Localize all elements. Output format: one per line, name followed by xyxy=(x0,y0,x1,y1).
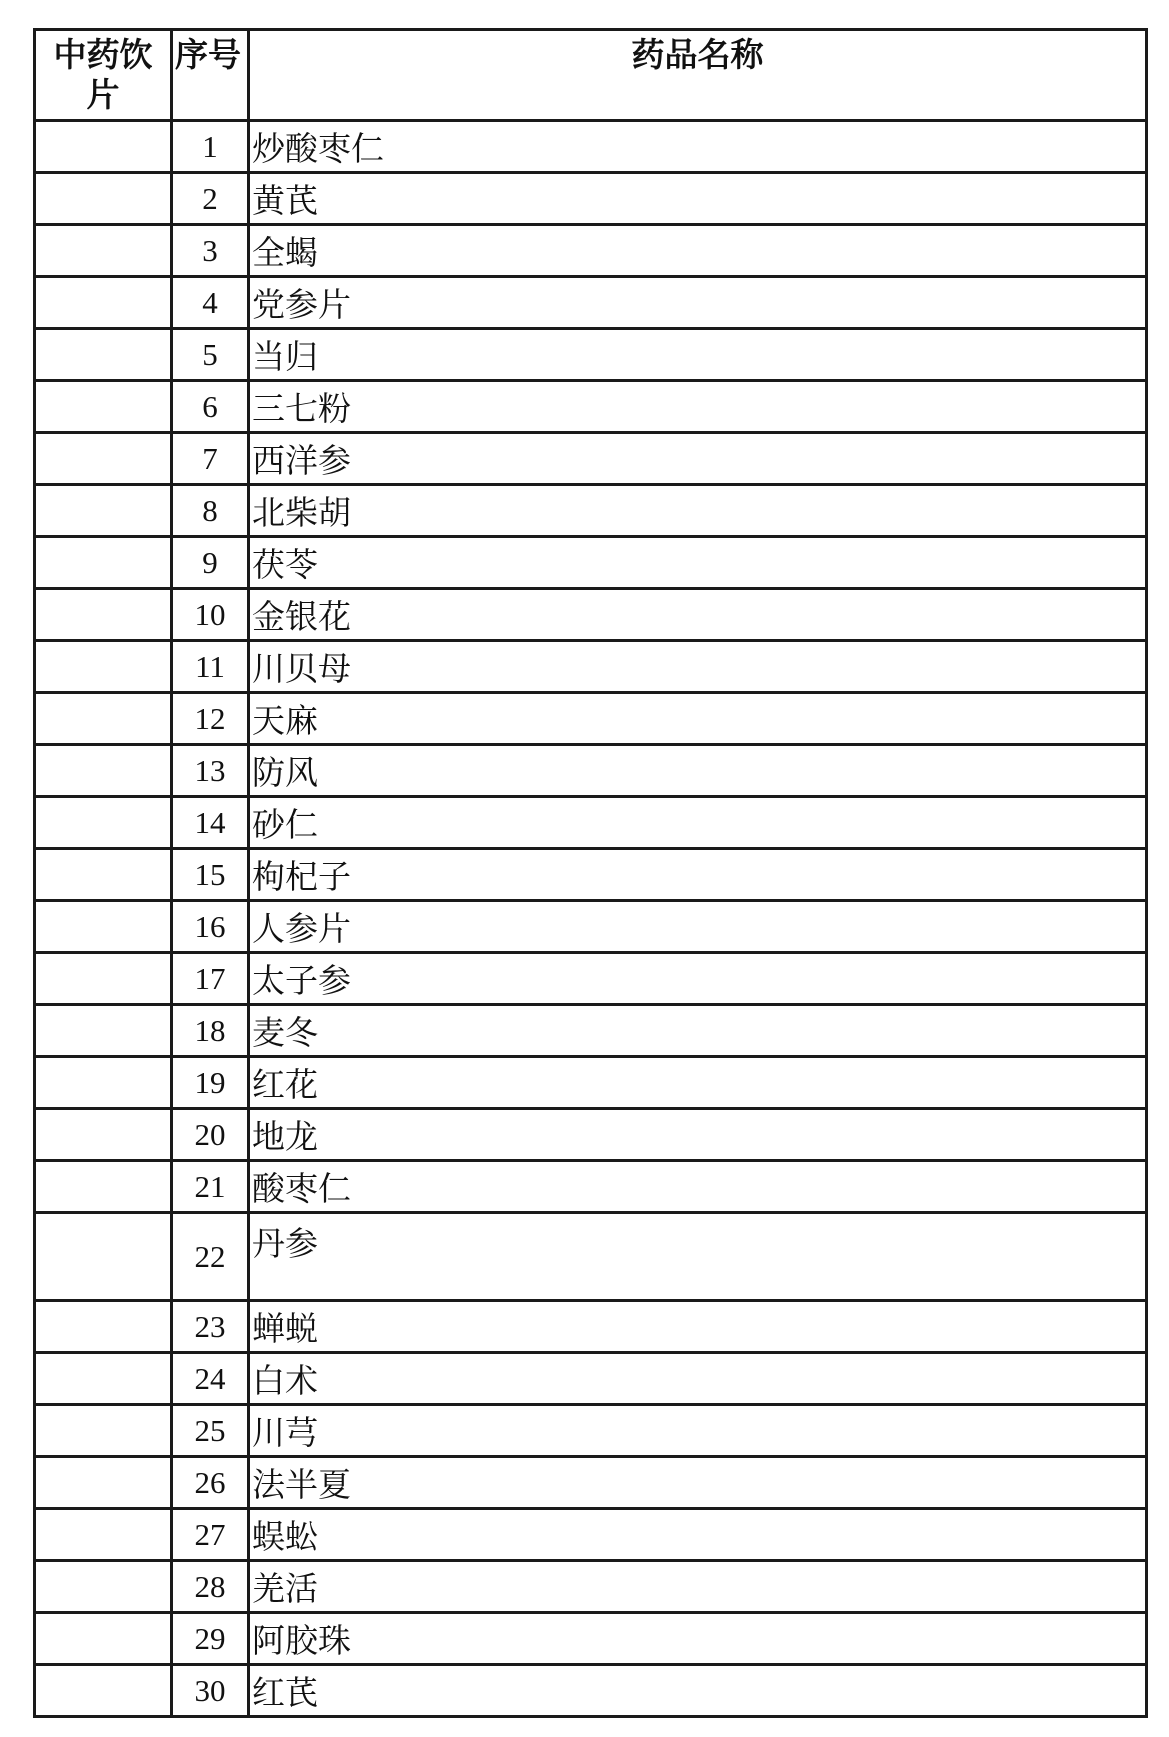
number-cell: 22 xyxy=(172,1213,249,1301)
category-cell xyxy=(35,121,172,173)
name-cell: 酸枣仁 xyxy=(249,1161,1147,1213)
header-row xyxy=(35,30,1147,121)
table-row xyxy=(35,537,1147,589)
table-row xyxy=(35,1561,1147,1613)
table-row xyxy=(35,485,1147,537)
table-row xyxy=(35,329,1147,381)
name-cell: 砂仁 xyxy=(249,797,1147,849)
name-cell: 西洋参 xyxy=(249,433,1147,485)
number-cell: 4 xyxy=(172,277,249,329)
category-cell xyxy=(35,1509,172,1561)
name-cell: 防风 xyxy=(249,745,1147,797)
name-cell: 红芪 xyxy=(249,1665,1147,1717)
header-category: 中药饮片 xyxy=(35,30,172,121)
number-cell: 17 xyxy=(172,953,249,1005)
table-row xyxy=(35,901,1147,953)
number-cell: 11 xyxy=(172,641,249,693)
name-cell: 茯苓 xyxy=(249,537,1147,589)
category-cell xyxy=(35,1057,172,1109)
number-cell: 18 xyxy=(172,1005,249,1057)
table-row xyxy=(35,953,1147,1005)
category-cell xyxy=(35,1005,172,1057)
category-cell xyxy=(35,537,172,589)
name-cell: 人参片 xyxy=(249,901,1147,953)
number-cell: 9 xyxy=(172,537,249,589)
number-cell: 16 xyxy=(172,901,249,953)
name-cell: 羌活 xyxy=(249,1561,1147,1613)
table-row xyxy=(35,1509,1147,1561)
name-cell: 蝉蜕 xyxy=(249,1301,1147,1353)
table-row xyxy=(35,1353,1147,1405)
table-row xyxy=(35,381,1147,433)
header-name: 药品名称 xyxy=(249,30,1147,121)
category-cell xyxy=(35,901,172,953)
table-row xyxy=(35,1405,1147,1457)
table-row xyxy=(35,173,1147,225)
number-cell: 5 xyxy=(172,329,249,381)
number-cell: 24 xyxy=(172,1353,249,1405)
table-row xyxy=(35,1301,1147,1353)
name-cell: 炒酸枣仁 xyxy=(249,121,1147,173)
number-cell: 21 xyxy=(172,1161,249,1213)
category-cell xyxy=(35,1109,172,1161)
name-cell: 白术 xyxy=(249,1353,1147,1405)
number-cell: 26 xyxy=(172,1457,249,1509)
table-row xyxy=(35,797,1147,849)
category-cell xyxy=(35,485,172,537)
category-cell xyxy=(35,1161,172,1213)
table-row xyxy=(35,589,1147,641)
name-cell: 三七粉 xyxy=(249,381,1147,433)
name-cell: 地龙 xyxy=(249,1109,1147,1161)
category-cell xyxy=(35,1353,172,1405)
name-cell: 天麻 xyxy=(249,693,1147,745)
category-cell xyxy=(35,1405,172,1457)
category-cell xyxy=(35,641,172,693)
number-cell: 25 xyxy=(172,1405,249,1457)
number-cell: 28 xyxy=(172,1561,249,1613)
name-cell: 阿胶珠 xyxy=(249,1613,1147,1665)
category-cell xyxy=(35,797,172,849)
table-row xyxy=(35,225,1147,277)
table-row xyxy=(35,1665,1147,1717)
number-cell: 14 xyxy=(172,797,249,849)
number-cell: 10 xyxy=(172,589,249,641)
table-row xyxy=(35,745,1147,797)
number-cell: 20 xyxy=(172,1109,249,1161)
name-cell: 北柴胡 xyxy=(249,485,1147,537)
category-cell xyxy=(35,1665,172,1717)
table-row xyxy=(35,1109,1147,1161)
name-cell: 党参片 xyxy=(249,277,1147,329)
category-cell xyxy=(35,1613,172,1665)
table-row xyxy=(35,1457,1147,1509)
table-row xyxy=(35,433,1147,485)
category-cell xyxy=(35,953,172,1005)
table-row xyxy=(35,1213,1147,1301)
category-cell xyxy=(35,1213,172,1301)
number-cell: 29 xyxy=(172,1613,249,1665)
name-cell: 太子参 xyxy=(249,953,1147,1005)
category-cell xyxy=(35,329,172,381)
number-cell: 23 xyxy=(172,1301,249,1353)
number-cell: 30 xyxy=(172,1665,249,1717)
number-cell: 15 xyxy=(172,849,249,901)
number-cell: 27 xyxy=(172,1509,249,1561)
category-cell xyxy=(35,225,172,277)
table-row xyxy=(35,1057,1147,1109)
number-cell: 12 xyxy=(172,693,249,745)
name-cell: 丹参 xyxy=(249,1213,1147,1301)
category-cell xyxy=(35,433,172,485)
number-cell: 7 xyxy=(172,433,249,485)
category-cell xyxy=(35,277,172,329)
table-row xyxy=(35,1005,1147,1057)
category-cell xyxy=(35,381,172,433)
number-cell: 8 xyxy=(172,485,249,537)
number-cell: 13 xyxy=(172,745,249,797)
table-row xyxy=(35,121,1147,173)
category-cell xyxy=(35,693,172,745)
table-row xyxy=(35,693,1147,745)
name-cell: 川贝母 xyxy=(249,641,1147,693)
number-cell: 2 xyxy=(172,173,249,225)
name-cell: 枸杞子 xyxy=(249,849,1147,901)
name-cell: 法半夏 xyxy=(249,1457,1147,1509)
category-cell xyxy=(35,1301,172,1353)
name-cell: 红花 xyxy=(249,1057,1147,1109)
name-cell: 麦冬 xyxy=(249,1005,1147,1057)
number-cell: 6 xyxy=(172,381,249,433)
category-cell xyxy=(35,173,172,225)
table-row xyxy=(35,641,1147,693)
category-cell xyxy=(35,849,172,901)
name-cell: 金银花 xyxy=(249,589,1147,641)
medicine-table xyxy=(33,28,1148,1718)
name-cell: 全蝎 xyxy=(249,225,1147,277)
number-cell: 3 xyxy=(172,225,249,277)
name-cell: 蜈蚣 xyxy=(249,1509,1147,1561)
category-cell xyxy=(35,745,172,797)
table-row xyxy=(35,1613,1147,1665)
header-number: 序号 xyxy=(172,30,249,121)
category-cell xyxy=(35,1561,172,1613)
category-cell xyxy=(35,1457,172,1509)
name-cell: 当归 xyxy=(249,329,1147,381)
number-cell: 19 xyxy=(172,1057,249,1109)
name-cell: 黄芪 xyxy=(249,173,1147,225)
number-cell: 1 xyxy=(172,121,249,173)
table-row xyxy=(35,849,1147,901)
table-row xyxy=(35,277,1147,329)
category-cell xyxy=(35,589,172,641)
name-cell: 川芎 xyxy=(249,1405,1147,1457)
table-row xyxy=(35,1161,1147,1213)
